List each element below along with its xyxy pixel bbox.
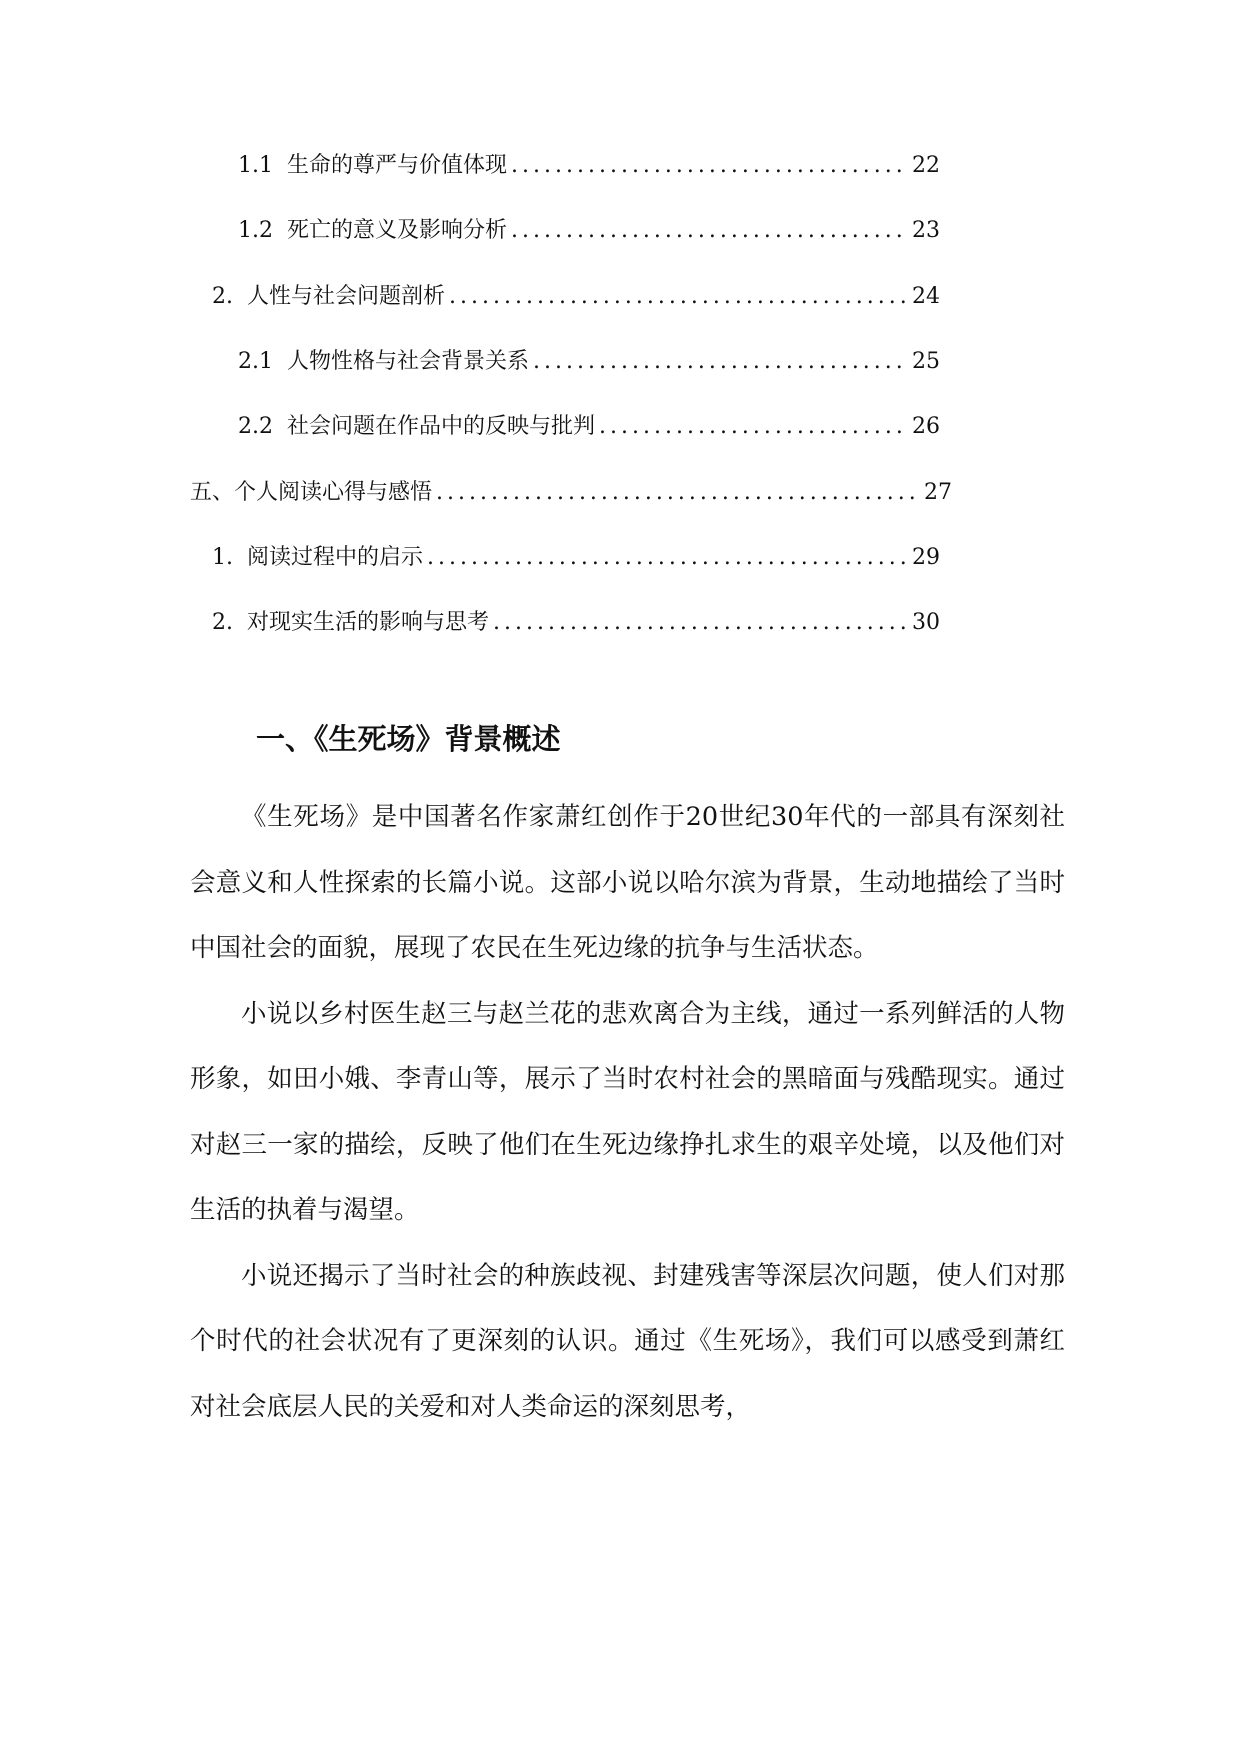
- toc-entry-page: 29: [912, 545, 940, 570]
- toc-entry-title: 死亡的意义及影响分析: [287, 218, 508, 243]
- toc-entry-page: 23: [912, 218, 940, 243]
- toc-entry[interactable]: [238, 151, 940, 181]
- toc-entry-number: 2.2: [238, 414, 273, 439]
- body-paragraph: 小说以乡村医生赵三与赵兰花的悲欢离合为主线，通过一系列鲜活的人物形象，如田小娥、李青山等，展示了当时农村社会的黑暗面与残酷现实。通过对赵三一家的描绘，反映了他们在生死边缘挣扎求生的艰辛处境，以及他们对生活的执着与渴望。: [190, 998, 1065, 1225]
- toc-entry-title: 对现实生活的影响与思考: [247, 610, 490, 635]
- toc-entry-number: 五、: [190, 480, 235, 505]
- toc-entry-number: 1.1: [238, 153, 273, 178]
- toc-leader-dots: [533, 347, 908, 377]
- toc-entry-page: 22: [912, 153, 940, 178]
- toc-entry-page: 27: [924, 480, 952, 505]
- toc-entry-page: 30: [912, 610, 940, 635]
- toc-entry-page: 24: [912, 284, 940, 309]
- toc-entry-number: 2.: [212, 284, 233, 309]
- toc-entry-title: 生命的尊严与价值体现: [287, 153, 508, 178]
- toc-entry-title: 阅读过程中的启示: [247, 545, 424, 570]
- toc-leader-dots: [427, 543, 908, 573]
- toc-leader-dots: [511, 151, 908, 181]
- toc-entry[interactable]: [190, 478, 952, 508]
- toc-leader-dots: [599, 412, 908, 442]
- toc-entry[interactable]: [238, 216, 940, 246]
- toc-leader-dots: [436, 478, 920, 508]
- toc-entry-number: 2.: [212, 610, 233, 635]
- toc-entry[interactable]: [238, 347, 940, 377]
- toc-entry-number: 1.2: [238, 218, 273, 243]
- toc-entry[interactable]: [212, 282, 940, 312]
- section-heading: 一、《生死场》背景概述: [256, 722, 561, 757]
- toc-entry-page: 25: [912, 349, 940, 374]
- toc-entry-page: 26: [912, 414, 940, 439]
- toc-entry-title: 人物性格与社会背景关系: [287, 349, 530, 374]
- toc-entry[interactable]: [212, 543, 940, 573]
- body-paragraph: 小说还揭示了当时社会的种族歧视、封建残害等深层次问题，使人们对那个时代的社会状况有了更深刻的认识。通过《生死场》，我们可以感受到萧红对社会底层人民的关爱和对人类命运的深刻思考，: [190, 1260, 1065, 1422]
- toc-entry-title: 社会问题在作品中的反映与批判: [287, 414, 596, 439]
- toc-leader-dots: [449, 282, 908, 312]
- toc-entry[interactable]: [238, 412, 940, 442]
- toc-entry[interactable]: [212, 608, 940, 638]
- toc-entry-number: 2.1: [238, 349, 273, 374]
- toc-entry-title: 个人阅读心得与感悟: [234, 480, 433, 505]
- toc-entry-number: 1.: [212, 545, 233, 570]
- section-body: [190, 785, 1065, 1440]
- toc-entry-title: 人性与社会问题剖析: [247, 284, 446, 309]
- body-paragraph: 《生死场》是中国著名作家萧红创作于20世纪30年代的一部具有深刻社会意义和人性探索的长篇小说。这部小说以哈尔滨为背景，生动地描绘了当时中国社会的面貌，展现了农民在生死边缘的抗争与生活状态。: [190, 802, 1065, 963]
- toc-leader-dots: [493, 608, 908, 638]
- toc-leader-dots: [511, 216, 908, 246]
